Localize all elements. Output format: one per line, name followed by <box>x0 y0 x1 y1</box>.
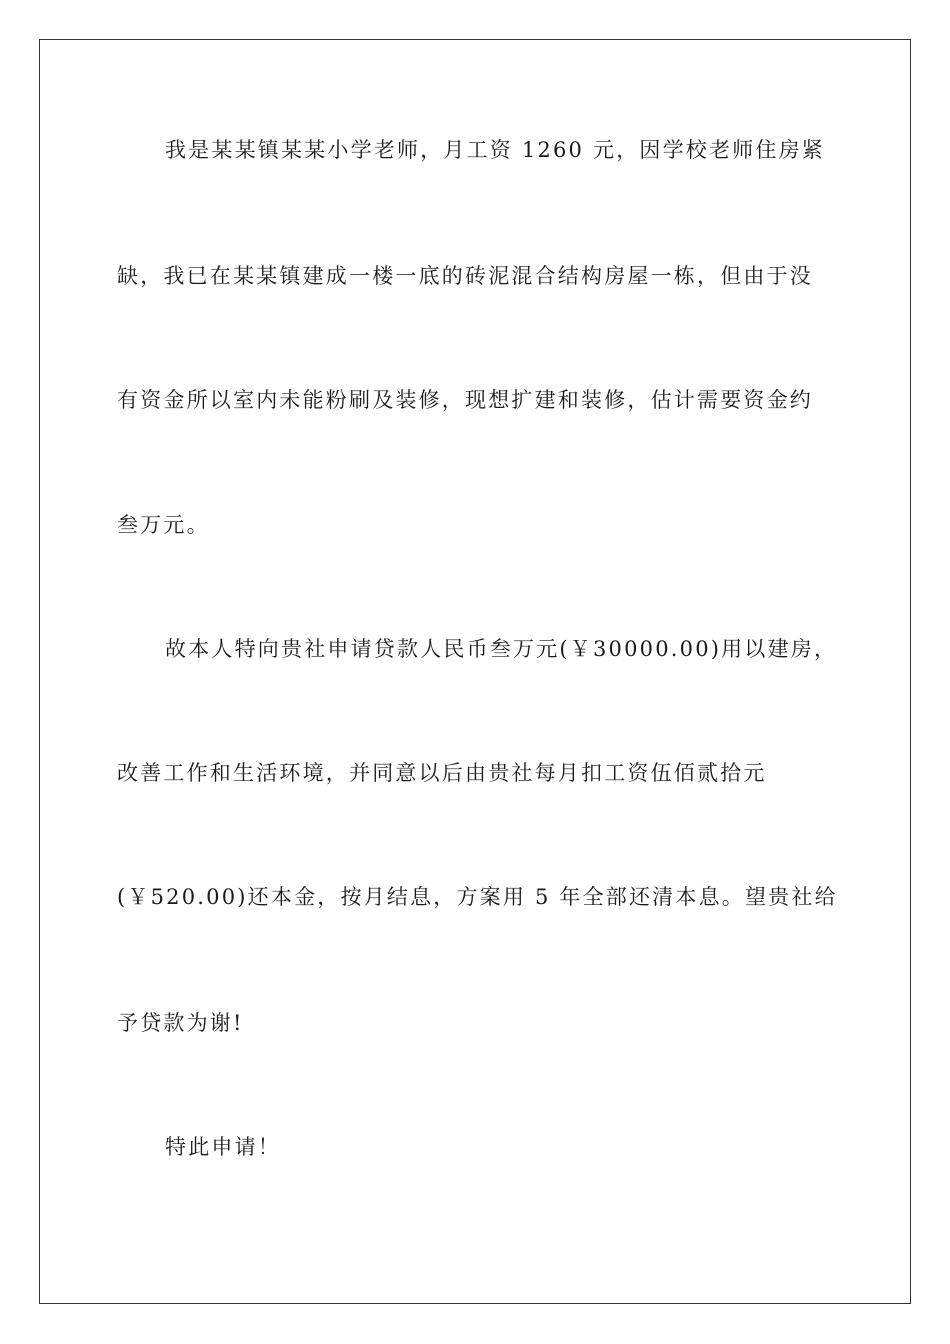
paragraph-1-line-1: 我是某某镇某某小学老师，月工资 1260 元，因学校老师住房紧 <box>165 138 825 162</box>
closing-line: 特此申请！ <box>165 1135 281 1159</box>
paragraph-2-line-3: (￥520.00)还本金，按月结息，方案用 5 年全部还清本息。望贵社给 <box>117 885 838 909</box>
paragraph-2-line-2: 改善工作和生活环境，并同意以后由贵社每月扣工资伍佰贰拾元 <box>117 761 767 785</box>
paragraph-1-line-3: 有资金所以室内未能粉刷及装修，现想扩建和装修，估计需要资金约 <box>117 388 813 412</box>
paragraph-2-line-4: 予贷款为谢! <box>117 1011 244 1035</box>
page-border <box>39 39 911 1304</box>
paragraph-1-line-2: 缺，我已在某某镇建成一楼一底的砖泥混合结构房屋一栋，但由于没 <box>117 264 813 288</box>
paragraph-2-line-1: 故本人特向贵社申请贷款人民币叁万元(￥30000.00)用以建房， <box>165 637 838 661</box>
paragraph-1-line-4: 叁万元。 <box>117 513 210 537</box>
